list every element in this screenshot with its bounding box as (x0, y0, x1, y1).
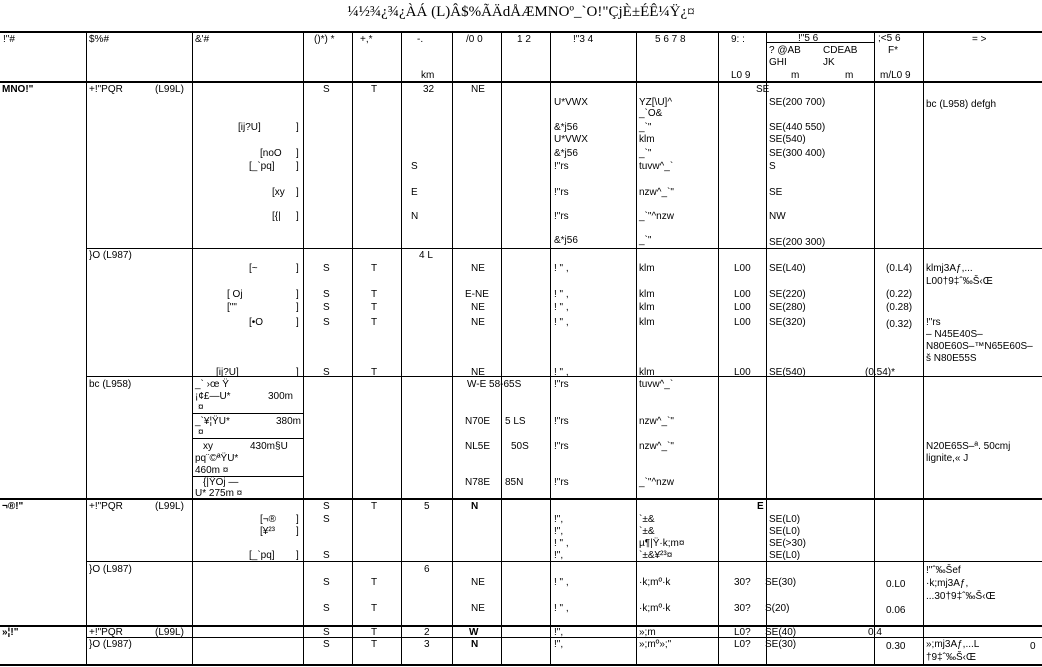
cell: 85N (505, 477, 524, 488)
cell: N70E (465, 416, 491, 427)
cell: [ Oj (227, 289, 243, 300)
cell: ! " , (554, 538, 569, 549)
cell: SE (769, 187, 783, 198)
cell: klm (639, 367, 655, 378)
cell: 30? (734, 603, 751, 614)
cell: SE(L0) (769, 526, 801, 537)
cell: S (323, 289, 330, 300)
cell: tuvw^_` (639, 379, 674, 390)
cell: _`"^nzw (639, 477, 674, 488)
cell: ! " , (554, 603, 569, 614)
header-col-13: ;<5 6 (878, 33, 901, 44)
cell: S (323, 550, 330, 561)
cell: &*j56 (554, 235, 578, 246)
cell-bracket: ] (296, 526, 299, 537)
header-col-12-unit: m (845, 70, 854, 81)
source-name: +!"PQR (89, 501, 123, 512)
cell: 3 (424, 639, 430, 650)
cell: N (471, 501, 479, 512)
cell: L00 (734, 289, 751, 300)
cell-bracket: ] (296, 148, 299, 159)
cell: 50S (511, 441, 529, 452)
cell: ·k;mº·k (639, 603, 671, 614)
cell: !"rs (554, 477, 569, 488)
cell: N78E (465, 477, 491, 488)
cell: [xy (272, 187, 285, 198)
cell: (0.L4) (886, 263, 913, 274)
col-rule (86, 31, 87, 665)
cell: ¤ (198, 427, 204, 438)
header-col-12: !"5 6 (798, 33, 819, 44)
cell: ! " , (554, 302, 569, 313)
cell: !", (554, 627, 564, 638)
cell: S (323, 603, 330, 614)
cell: [{| (272, 211, 281, 222)
header-col-13-unit: m/L0 9 (880, 70, 911, 81)
cell: S (323, 627, 330, 638)
cell: NE (471, 367, 485, 378)
cell: [¥²³ (260, 526, 275, 537)
cell: klm (639, 317, 655, 328)
cell: ["" (227, 302, 237, 313)
cell: klm (639, 302, 655, 313)
cell-bracket: ] (296, 122, 299, 133)
col-rule (923, 31, 924, 665)
cell: T (371, 639, 378, 650)
cell: nzw^_`" (639, 187, 674, 198)
cell: [¬® (260, 514, 276, 525)
cell: SE(440 550) (769, 122, 826, 133)
cell: NE (471, 302, 485, 313)
cell: S (323, 263, 330, 274)
cell: T (371, 367, 378, 378)
cell: [ij?U] (238, 122, 261, 133)
cell: NE (471, 84, 485, 95)
cell: SE(300 400) (769, 148, 826, 159)
cell: SE(30) (765, 577, 797, 588)
cell: 380m (276, 416, 302, 427)
cell: lignite,« J (926, 453, 969, 464)
cell: (0.28) (886, 302, 913, 313)
cell: W (469, 627, 479, 638)
cell: ! " , (554, 289, 569, 300)
cell: 30? (734, 577, 751, 588)
cell-bracket: ] (296, 263, 299, 274)
cell: T (371, 317, 378, 328)
cell: SE(L0) (769, 550, 801, 561)
cell-bracket: ] (296, 289, 299, 300)
cell: L00 (734, 302, 751, 313)
cell: E-NE (465, 289, 489, 300)
cell: klmj3Aƒ,... (926, 263, 973, 274)
cell: !"rs (554, 211, 569, 222)
header-col-6-unit: km (421, 70, 435, 81)
cell: S (323, 367, 330, 378)
cell: xy (203, 441, 213, 452)
cell: ! " , (554, 263, 569, 274)
cell: L0? (734, 639, 751, 650)
cell: ¤ (198, 402, 204, 413)
cell: `±& (639, 514, 655, 525)
cell: N (471, 639, 479, 650)
cell-bracket: ] (296, 187, 299, 198)
cell: [~ (249, 263, 258, 274)
cell: T (371, 289, 378, 300)
cell: NE (471, 577, 485, 588)
header-col-3: &'# (195, 34, 210, 45)
cell: SE(>30) (769, 538, 806, 549)
col-rule (718, 31, 719, 665)
header-col-7: /0 0 (466, 34, 483, 45)
cell: !"ˆ‰Šef (926, 565, 961, 576)
cell: S (769, 161, 776, 172)
cell: SE(L40) (769, 263, 806, 274)
cell: NE (471, 603, 485, 614)
cell: SE (756, 84, 770, 95)
cell: S (411, 161, 418, 172)
source-name: }O (L987) (89, 639, 132, 650)
cell: S (323, 501, 330, 512)
col-rule (352, 31, 353, 665)
cell: N (411, 211, 419, 222)
cell: S (323, 514, 330, 525)
cell: SE(30) (765, 639, 797, 650)
cell: U*VWX (554, 97, 588, 108)
cell: ! " , (554, 317, 569, 328)
cell-bracket: ] (296, 302, 299, 313)
col-rule (192, 31, 193, 665)
cell: (0.22) (886, 289, 913, 300)
cell: L00 (734, 367, 751, 378)
header-col-11-unit: L0 9 (731, 70, 751, 81)
cell: SE(L0) (769, 514, 801, 525)
cell: !"rs (554, 441, 569, 452)
col-rule (501, 31, 502, 665)
cell: [ij?U] (216, 367, 239, 378)
cell: _`" (639, 122, 652, 133)
cell: N20E65S–ª. 50cmj (926, 441, 1011, 452)
cell: !", (554, 639, 564, 650)
cell: L0? (734, 627, 751, 638)
cell: tuvw^_` (639, 161, 674, 172)
source-name: }O (L987) (89, 564, 132, 575)
cell: 32 (423, 84, 435, 95)
header-col-13-sub: F* (888, 45, 898, 56)
cell: klm (639, 134, 655, 145)
header-col-2: $%# (89, 34, 110, 45)
cell: 0.30 (886, 641, 906, 652)
cell: 4 L (419, 250, 433, 261)
cell: _`" (639, 235, 652, 246)
cell: !", (554, 526, 564, 537)
cell-bracket: ] (296, 161, 299, 172)
group-rule (0, 498, 1042, 500)
cell: SE(540) (769, 134, 806, 145)
cell-bracket: ] (296, 550, 299, 561)
cell: ...30†9‡ˆ‰Š‹Œ (926, 591, 996, 602)
cell: L00 (734, 317, 751, 328)
cell: SE(540) (769, 367, 806, 378)
cell: T (371, 302, 378, 313)
cell-rule (193, 438, 303, 439)
cell: [•O (249, 317, 264, 328)
group-label: ¬®!" (2, 501, 24, 512)
header-col-5: +,* (360, 34, 373, 45)
header-col-10: 5 6 7 8 (655, 34, 686, 45)
cell: &*j56 (554, 122, 578, 133)
cell: _`O& (639, 108, 663, 119)
cell: L00†9‡ˆ‰Š‹Œ (926, 276, 993, 287)
cell: S (323, 317, 330, 328)
cell: 460m ¤ (195, 465, 229, 476)
cell: 6 (424, 564, 430, 575)
source-name: }O (L987) (89, 250, 132, 261)
cell: NE (471, 263, 485, 274)
cell: U* 275m ¤ (195, 488, 243, 499)
cell: SE(220) (769, 289, 806, 300)
cell: E (757, 501, 764, 512)
header-col-4: ()*) * (314, 34, 335, 45)
cell: T (371, 263, 378, 274)
cell: {|ŸOj — (203, 477, 239, 488)
col-rule (766, 31, 767, 665)
cell: ·k;mº·k (639, 577, 671, 588)
cell: [noO (260, 148, 282, 159)
col-rule (874, 31, 875, 665)
cell: 2 (424, 627, 430, 638)
cell: S (323, 639, 330, 650)
cell: N80E60S–™N65E60S– (926, 341, 1033, 352)
cell: bc (L958) defgh (926, 99, 997, 110)
cell: !"rs (554, 379, 569, 390)
cell: nzw^_`" (639, 441, 674, 452)
cell: YZ[\U]^ (639, 97, 673, 108)
cell: !"rs (554, 416, 569, 427)
cell: 0.4 (868, 627, 882, 638)
header-col-6: -. (417, 34, 424, 45)
cell: 0 (1030, 641, 1036, 652)
cell: T (371, 501, 378, 512)
cell: T (371, 603, 378, 614)
source-year: (L99L) (155, 627, 184, 638)
col-rule (452, 31, 453, 665)
cell: SE(40) (765, 627, 797, 638)
cell: U*VWX (554, 134, 588, 145)
cell: ! " , (554, 577, 569, 588)
cell: (0.32) (886, 319, 913, 330)
cell: NW (769, 211, 786, 222)
cell: š N80E55S (926, 353, 977, 364)
cell: »;m (639, 627, 656, 638)
page-title: ¼½¾¿¾¿ÀÁ (L)Â$%ÃÄdÅÆMNOº_`O!"ÇjÈ±ÉÊ¼Ÿ¿¤ (347, 4, 695, 20)
cell: _`" (639, 148, 652, 159)
col-rule (401, 31, 402, 665)
cell: &*j56 (554, 148, 578, 159)
cell: !"rs (926, 317, 941, 328)
header-col-12-unit: m (791, 70, 800, 81)
cell: ¡¢£—U* (195, 391, 231, 402)
cell: S (323, 577, 330, 588)
header-col-12-sub: GHI (769, 57, 787, 68)
subheader-rule (766, 42, 874, 43)
cell: T (371, 577, 378, 588)
header-col-1: !"# (3, 34, 15, 45)
cell: S (323, 302, 330, 313)
cell: 300m (268, 391, 294, 402)
cell: _` ›œ Ÿ (195, 379, 229, 390)
cell: NL5E (465, 441, 491, 452)
col-rule (550, 31, 551, 665)
cell: L00 (734, 263, 751, 274)
cell-rule (193, 413, 303, 414)
source-name: bc (L958) (89, 379, 132, 390)
row-rule (86, 637, 1042, 638)
cell: E (411, 187, 418, 198)
cell: SE(200 300) (769, 237, 826, 248)
cell: 5 LS (505, 416, 526, 427)
cell: »;mº»;" (639, 639, 672, 650)
cell: (0.54)* (865, 367, 896, 378)
cell: klm (639, 263, 655, 274)
cell: S (323, 84, 330, 95)
cell: [_`pq] (249, 161, 275, 172)
cell: NE (471, 317, 485, 328)
header-col-14: = > (972, 34, 987, 45)
col-rule (303, 31, 304, 665)
cell: 0.L0 (886, 579, 906, 590)
cell: pq¨©ªŸU* (195, 453, 239, 464)
table-bottom-rule (0, 664, 1042, 666)
cell: ·k;mj3Aƒ, (926, 578, 969, 589)
cell: _`"^nzw (639, 211, 674, 222)
cell: `±&¥²³¤ (639, 550, 673, 561)
header-col-8: 1 2 (517, 34, 531, 45)
cell: !"rs (554, 161, 569, 172)
cell: [_`pq] (249, 550, 275, 561)
cell-bracket: ] (296, 317, 299, 328)
source-year: (L99L) (155, 84, 184, 95)
cell: T (371, 84, 378, 95)
cell: ! " , (554, 367, 569, 378)
col-rule (636, 31, 637, 665)
group-label: MNO!" (2, 84, 34, 95)
header-bottom-rule (0, 81, 1042, 83)
cell: `±& (639, 526, 655, 537)
cell: 0.06 (886, 605, 906, 616)
cell: 430m§U (250, 441, 288, 452)
cell: !", (554, 550, 564, 561)
header-col-11: 9: : (731, 34, 745, 45)
row-rule (86, 248, 1042, 249)
cell-bracket: ] (296, 514, 299, 525)
cell: klm (639, 289, 655, 300)
cell: 5 (424, 501, 430, 512)
source-year: (L99L) (155, 501, 184, 512)
cell: SE(200 700) (769, 97, 826, 108)
header-col-9: !"3 4 (573, 34, 594, 45)
header-col-12-sub: JK (823, 57, 835, 68)
cell: †9‡ˆ‰Š‹Œ (926, 652, 977, 663)
header-col-12-sub: ? @AB (769, 45, 801, 56)
cell: S(20) (765, 603, 790, 614)
cell: – N45E40S– (926, 329, 983, 340)
source-name: +!"PQR (89, 627, 123, 638)
header-col-12-sub: CDEAB (823, 45, 858, 56)
cell: SE(280) (769, 302, 806, 313)
cell: !", (554, 514, 564, 525)
cell: !"rs (554, 187, 569, 198)
cell: »;mj3Aƒ,...L (926, 639, 980, 650)
cell-bracket: ] (296, 211, 299, 222)
cell: nzw^_`" (639, 416, 674, 427)
row-rule (86, 561, 1042, 562)
cell: T (371, 627, 378, 638)
group-label: »¦!" (2, 627, 19, 638)
cell: W-E 58-65S (467, 379, 522, 390)
cell: _`¥¦ŸU* (195, 416, 230, 427)
cell: µ¶|Ÿ·k;m¤ (639, 538, 685, 549)
cell-bracket: ] (296, 367, 299, 378)
cell: SE(320) (769, 317, 806, 328)
source-name: +!"PQR (89, 84, 123, 95)
